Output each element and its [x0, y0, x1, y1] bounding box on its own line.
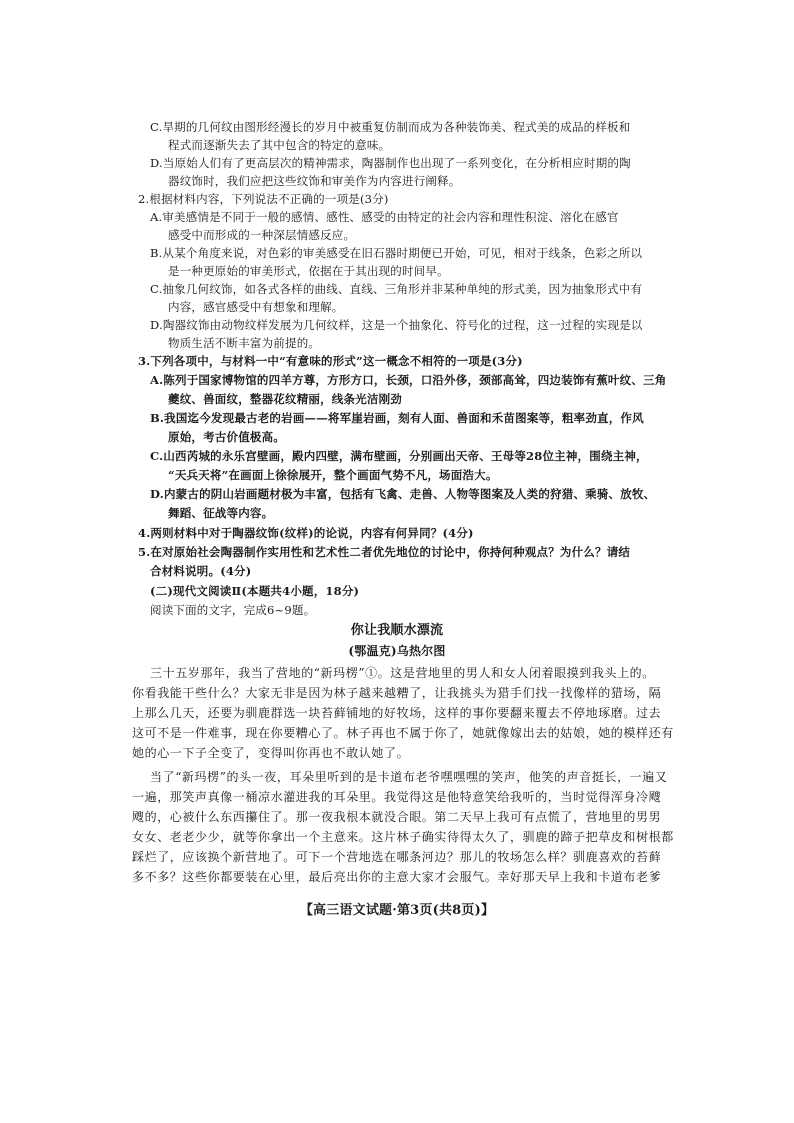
q3-option-c-line2: “天兵天将”在画面上徐徐展开，整个画面气势不凡，场面浩大。: [168, 468, 498, 482]
q2-option-c-line1: C.抽象几何纹饰，如各式各样的曲线、直线、三角形并非某种单纯的形式美，因为抽象形式中有: [150, 282, 643, 296]
q2-option-a-line1: A.审美感情是不同于一般的感情、感性、感受的由特定的社会内容和理性积淀、溶化在感官: [150, 210, 619, 224]
story-author: (鄂温克)乌热尔图: [348, 644, 446, 658]
q2-option-c-line2: 内容，感官感受中有想象和理解。: [168, 300, 344, 314]
story-p2-line3: 飕的，心被什么东西攥住了。那一夜我根本就没合眼。第二天早上我可有点慌了，营地里的男男: [132, 810, 662, 824]
q2-option-d-line1: D.陶器纹饰由动物纹样发展为几何纹样，这是一个抽象化、符号化的过程，这一过程的实现是以: [150, 318, 643, 332]
q3-option-b-line2: 原始，考古价值极高。: [168, 430, 285, 444]
q1-option-d-line2: 器纹饰时，我们应把这些纹饰和审美作为内容进行阐释。: [168, 174, 461, 188]
q2-option-b-line1: B.从某个角度来说，对色彩的审美感受在旧石器时期便已开始，可见，相对于线条，色彩之所以: [150, 246, 643, 260]
story-p1-line3: 上那么几天，还要为驯鹿群选一块苔藓铺地的好牧场，这样的事你要翻来覆去不停地琢磨。过去: [132, 706, 662, 720]
story-p2-line4: 女女、老老少少，就等你拿出一个主意来。这片林子确实待得太久了，驯鹿的蹄子把草皮和树根都: [132, 830, 674, 844]
q1-option-c-line2: 程式而逐渐失去了其中包含的特定的意味。: [168, 138, 391, 152]
q5-stem-line2: 合材料说明。(4分): [150, 564, 252, 578]
q3-option-c-line1: C.山西芮城的永乐宫壁画，殿内四壁，满布壁画，分别画出天帝、王母等28位主神，围绕主神，: [150, 449, 648, 463]
story-title: 你让我顺水漂流: [350, 623, 444, 638]
q3-option-a-line2: 夔纹、兽面纹，整器花纹精丽，线条光洁刚劲: [168, 392, 402, 406]
story-p1-line4: 这可不是一件难事，现在你要糟心了。林子再也不属于你了，她就像嫁出去的姑娘，她的模样还有: [132, 726, 674, 740]
q3-option-a-line1: A.陈列于国家博物馆的四羊方尊，方形方口，长颈，口沿外侈，颈部高耸，四边装饰有蕉叶纹、三角: [150, 373, 667, 387]
story-p2-line5: 踩烂了，应该换个新营地了。可下一个营地选在哪条河边？那儿的牧场怎么样？驯鹿喜欢的苔藓: [132, 850, 662, 864]
q2-option-b-line2: 是一种更原始的审美形式，依据在于其出现的时间早。: [168, 264, 449, 278]
story-p2-line6: 多不多？这些你都要装在心里，最后亮出你的主意大家才会服气。幸好那天早上我和卡道布老爹: [132, 870, 662, 884]
q2-stem: 2.根据材料内容，下列说法不正确的一项是(3分): [138, 192, 389, 206]
story-p2-line2: 一遍，那笑声真像一桶凉水灌进我的耳朵里。我觉得这是他特意笑给我听的，当时觉得浑身冷飕: [132, 790, 662, 804]
q2-option-d-line2: 物质生活不断丰富为前提的。: [168, 336, 321, 350]
q3-option-b-line1: B.我国迄今发现最古老的岩画——将军崖岩画，刻有人面、兽面和禾苗图案等，粗率劲直，作风: [150, 411, 644, 425]
story-p1-line1: 三十五岁那年，我当了营地的“新玛楞”①。这是营地里的男人和女人闭着眼摸到我头上的。: [150, 666, 655, 680]
q3-option-d-line1: D.内蒙古的阴山岩画题材极为丰富，包括有飞禽、走兽、人物等图案及人类的狩猎、乘骑、放牧、: [150, 487, 656, 501]
q3-option-d-line2: 舞蹈、征战等内容。: [168, 506, 274, 520]
story-p1-line2: 你看我能干些什么？大家无非是因为林子越来越糟了，让我挑头为猎手们找一找像样的猎场，隔: [132, 686, 662, 700]
q2-option-a-line2: 感受中而形成的一种深层情感反应。: [168, 228, 356, 242]
section-instruction: 阅读下面的文字，完成6~9题。: [150, 603, 316, 617]
q1-option-c-line1: C.旱期的几何纹由图形经漫长的岁月中被重复仿制而成为各种装饰美、程式美的成品的样板和: [150, 120, 631, 134]
q3-stem: 3.下列各项中，与材料一中“有意味的形式”这一概念不相符的一项是(3分): [138, 354, 523, 368]
q5-stem-line1: 5.在对原始社会陶器制作实用性和艺术性二者优先地位的讨论中，你持何种观点？为什么？请结: [138, 545, 631, 559]
q4-stem: 4.两则材料中对于陶器纹饰(纹样)的论说，内容有何异同？(4分): [138, 526, 474, 540]
q1-option-d-line1: D.当原始人们有了更高层次的精神需求，陶器制作也出现了一系列变化，在分析相应时期的陶: [150, 156, 631, 170]
section-heading: (二)现代文阅读Ⅱ(本题共4小题，18分): [150, 584, 360, 598]
page-footer: 【高三语文试题·第3页(共8页)】: [299, 903, 495, 918]
story-p2-line1: 当了“新玛楞”的头一夜，耳朵里听到的是卡道布老爷嘿嘿嘿的笑声，他笑的声音挺长，一遍又: [150, 770, 668, 784]
story-p1-line5: 她的心一下子全变了，变得叫你再也不敢认她了。: [132, 746, 410, 760]
